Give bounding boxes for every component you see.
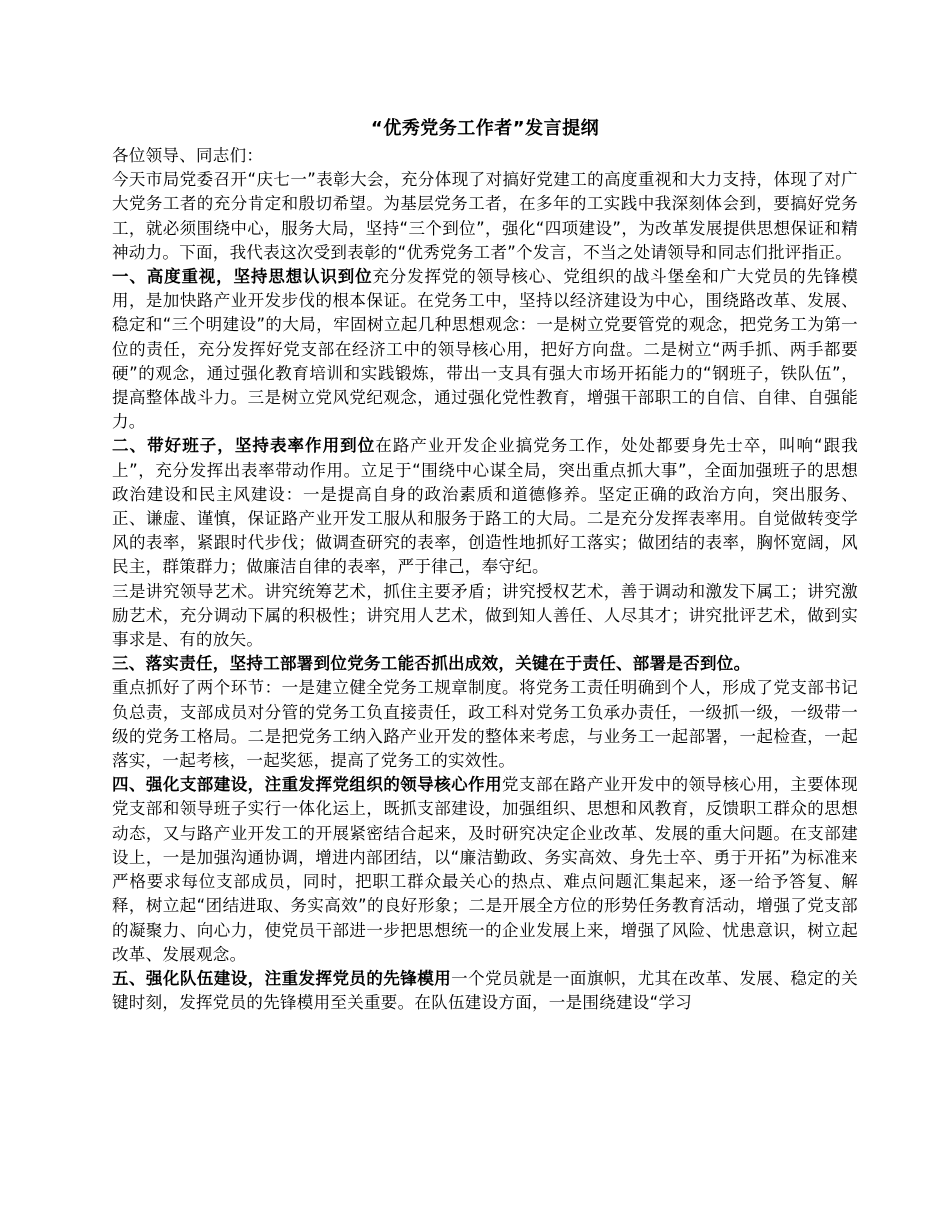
section-3-body: 重点抓好了两个环节：一是建立健全党务工规章制度。将党务工责任明确到个人，形成了党支部书记负总责，支部成员对分管的党务工负直接责任，政工科对党务工负承办责任，一级抓一级，一级带一级的党务工格局。二是把党务工纳入路产业开发的整体来考虑，与业务工一起部署，一起检查，一起落实，一起考核，一起奖惩，提高了党务工的实效性。 — [112, 678, 858, 771]
section-4-heading: 四、强化支部建设，注重发挥党组织的领导核心作用 — [112, 775, 503, 795]
document-title: “优秀党务工作者”发言提纲 — [370, 118, 600, 139]
section-3-heading — [112, 652, 858, 676]
section-3-heading-text: 三、落实责任，坚持工部署到位党务工能否抓出成效，关键在于责任、部署是否到位。 — [112, 654, 751, 674]
section-5-heading: 五、强化队伍建设，注重发挥党员的先锋模用 — [112, 968, 452, 988]
section-2-heading: 二、带好班子，坚持表率作用到位 — [112, 436, 376, 456]
section-4-body: 党支部在路产业开发中的领导核心用，主要体现党支部和领导班子实行一体化运上，既抓支部建设，加强组织、思想和风教育，反馈职工群众的思想动态，又与路产业开发工的开展紧密结合起来，及时研究决定企业改革、发展的重大问题。在支部建设上，一是加强沟通协调，增进内部团结，以“廉洁勤政、务实高效、身先士卒、勇于开拓”为标准来严格要求每位支部成员，同时，把职工群众最关心的热点、难点问题汇集起来，逐一给予答复、解释，树立起“团结进取、务实高效”的良好形象；二是开展全方位的形势任务教育活动，增强了党支部的凝聚力、向心力，使党员干部进一步把思想统一的企业发展上来，增强了风险、忧患意识，树立起改革、发展观念。 — [112, 775, 858, 964]
section-1-heading: 一、高度重视，坚持思想认识到位 — [112, 267, 373, 287]
section-2-continued: 三是讲究领导艺术。讲究统筹艺术，抓住主要矛盾；讲究授权艺术，善于调动和激发下属工；讲究激励艺术，充分调动下属的积极性；讲究用人艺术，做到知人善任、人尽其才；讲究批评艺术，做到实事求是、有的放矢。 — [112, 581, 858, 650]
greeting: 各位领导、同志们： — [112, 146, 264, 165]
section-4 — [112, 773, 858, 967]
section-2 — [112, 434, 858, 579]
section-1-body: 充分发挥党的领导核心、党组织的战斗堡垒和广大党员的先锋模用，是加快路产业开发步伐的根本保证。在党务工中，坚持以经济建设为中心，围绕路改革、发展、稳定和“三个明建设”的大局，牢固树立起几种思想观念：一是树立党要管党的观念，把党务工为第一位的责任，充分发挥好党支部在经济工中的领导核心用，把好方向盘。二是树立“两手抓、两手都要硬”的观念，通过强化教育培训和实践锻炼，带出一支具有强大市场开拓能力的“钢班子，铁队伍”，提高整体战斗力。三是树立党风党纪观念，通过强化党性教育，增强干部职工的自信、自律、自强能力。 — [112, 267, 859, 432]
section-1 — [112, 265, 858, 434]
section-2-body: 在路产业开发企业搞党务工作，处处都要身先士卒，叫响“跟我上”，充分发挥出表率带动作用。立足于“围绕中心谋全局，突出重点抓大事”，全面加强班子的思想政治建设和民主风建设：一是提高自身的政治素质和道德修养。坚定正确的政治方向，突出服务、正、谦虚、谨慎，保证路产业开发工服从和服务于路工的大局。二是充分发挥表率用。自觉做转变学风的表率，紧跟时代步伐；做调查研究的表率，创造性地抓好工落实；做团结的表率，胸怀宽阔，风民主，群策群力；做廉洁自律的表率，严于律己，奉守纪。 — [112, 436, 859, 577]
section-5 — [112, 967, 858, 1015]
section-5-body: 一个党员就是一面旗帜，尤其在改革、发展、稳定的关键时刻，发挥党员的先锋模用至关重要。在队伍建设方面，一是围绕建设“学习 — [112, 968, 859, 1013]
intro-paragraph: 今天市局党委召开“庆七一”表彰大会，充分体现了对搞好党建工的高度重视和大力支持，体现了对广大党务工者的充分肯定和殷切希望。为基层党务工者，在多年的工实践中我深刻体会到，要搞好党务工，就必须围绕中心，服务大局，坚持“三个到位”，强化“四项建设”，为改革发展提供思想保证和精神动力。下面，我代表这次受到表彰的“优秀党务工者”个发言，不当之处请领导和同志们批评指正。 — [112, 170, 858, 262]
